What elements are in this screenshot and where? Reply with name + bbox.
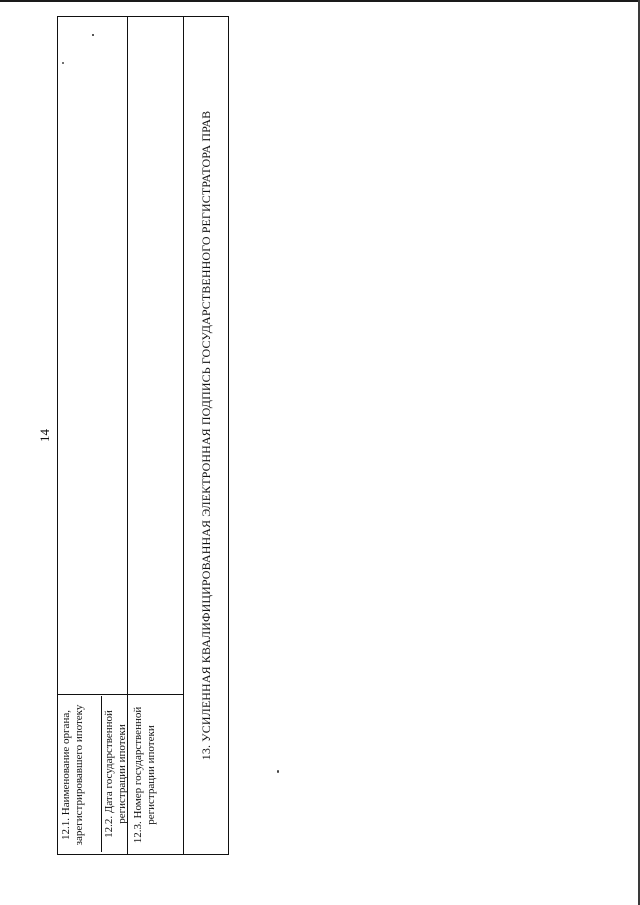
field-label-registration-number: 12.3. Номер государственной регистрации ипотеки (132, 706, 157, 844)
page-number: 14 (37, 429, 52, 442)
field-label-registration-date: 12.2. Дата государственной регистрации ипотеки (101, 696, 127, 852)
form-table (57, 16, 229, 855)
table-row-mortgage-registrar (58, 17, 128, 854)
table-row-signature (184, 17, 228, 854)
row-label-cell (128, 694, 183, 854)
field-value-registrar (58, 17, 127, 694)
field-value-registration-number (128, 17, 183, 694)
table-row-registration-number (128, 17, 184, 854)
signature-section-heading: 13. УСИЛЕННАЯ КВАЛИФИЦИРОВАННАЯ ЭЛЕКТРОННАЯ ПОДПИСЬ ГОСУДАРСТВЕННОГО РЕГИСТРАТОРА ПРАВ (199, 110, 213, 761)
field-label-registrar: 12.1. Наименование органа, зарегистрировавшего ипотеку (60, 704, 85, 846)
row-label-cell (58, 694, 127, 854)
scan-speck (92, 34, 94, 36)
